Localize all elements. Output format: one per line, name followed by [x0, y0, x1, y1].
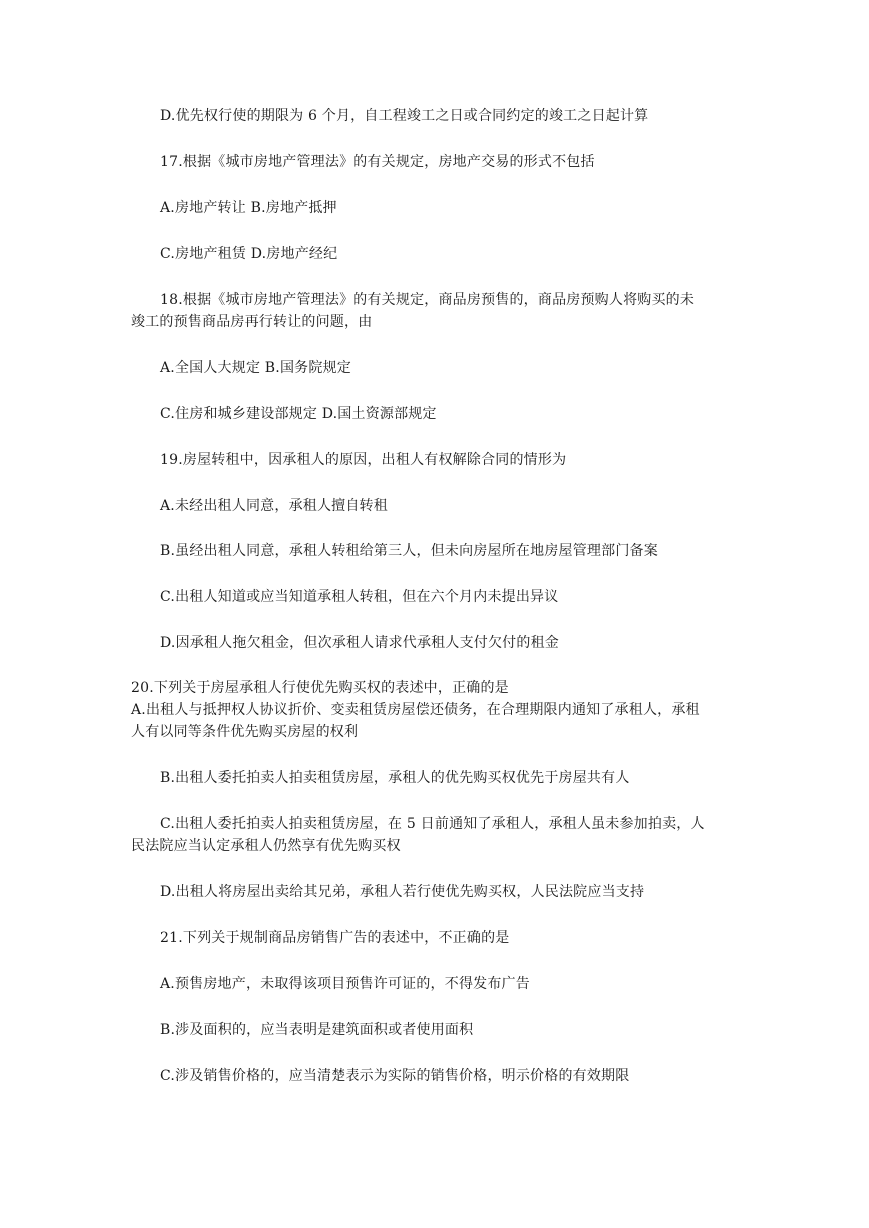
question-18-line1: 18.根据《城市房地产管理法》的有关规定，商品房预售的，商品房预购人将购买的未 [160, 292, 695, 308]
question-21: 21.下列关于规制商品房销售广告的表述中，不正确的是 [160, 930, 510, 946]
option-20a-line2: 人有以同等条件优先购买房屋的权利 [131, 724, 359, 740]
options-17-cd: C.房地产租赁 D.房地产经纪 [160, 246, 338, 262]
option-19b: B.虽经出租人同意，承租人转租给第三人，但未向房屋所在地房屋管理部门备案 [160, 543, 658, 559]
option-16d: D.优先权行使的期限为 6 个月，自工程竣工之日或合同约定的竣工之日起计算 [160, 108, 649, 124]
option-20b: B.出租人委托拍卖人拍卖租赁房屋，承租人的优先购买权优先于房屋共有人 [160, 770, 630, 786]
question-17: 17.根据《城市房地产管理法》的有关规定，房地产交易的形式不包括 [160, 154, 595, 170]
option-19d: D.因承租人拖欠租金，但次承租人请求代承租人支付欠付的租金 [160, 635, 559, 651]
option-20c-line2: 民法院应当认定承租人仍然享有优先购买权 [131, 838, 401, 854]
option-20d: D.出租人将房屋出卖给其兄弟，承租人若行使优先购买权，人民法院应当支持 [160, 884, 645, 900]
option-21c: C.涉及销售价格的，应当清楚表示为实际的销售价格，明示价格的有效期限 [160, 1068, 630, 1084]
options-18-ab: A.全国人大规定 B.国务院规定 [160, 360, 351, 376]
option-20c-line1: C.出租人委托拍卖人拍卖租赁房屋，在 5 日前通知了承租人，承租人虽未参加拍卖，人 [160, 816, 705, 832]
question-18-line2: 竣工的预售商品房再行转让的问题，由 [131, 314, 373, 330]
option-21b: B.涉及面积的，应当表明是建筑面积或者使用面积 [160, 1022, 474, 1038]
option-20a-line1: A.出租人与抵押权人协议折价、变卖租赁房屋偿还债务，在合理期限内通知了承租人，承租 [131, 702, 700, 718]
option-19c: C.出租人知道或应当知道承租人转租，但在六个月内未提出异议 [160, 589, 559, 605]
options-17-ab: A.房地产转让 B.房地产抵押 [160, 200, 337, 216]
option-19a: A.未经出租人同意，承租人擅自转租 [160, 498, 388, 514]
options-18-cd: C.住房和城乡建设部规定 D.国土资源部规定 [160, 406, 437, 422]
question-20: 20.下列关于房屋承租人行使优先购买权的表述中，正确的是 [131, 680, 509, 696]
option-21a: A.预售房地产，未取得该项目预售许可证的，不得发布广告 [160, 976, 530, 992]
question-19: 19.房屋转租中，因承租人的原因，出租人有权解除合同的情形为 [160, 452, 567, 468]
